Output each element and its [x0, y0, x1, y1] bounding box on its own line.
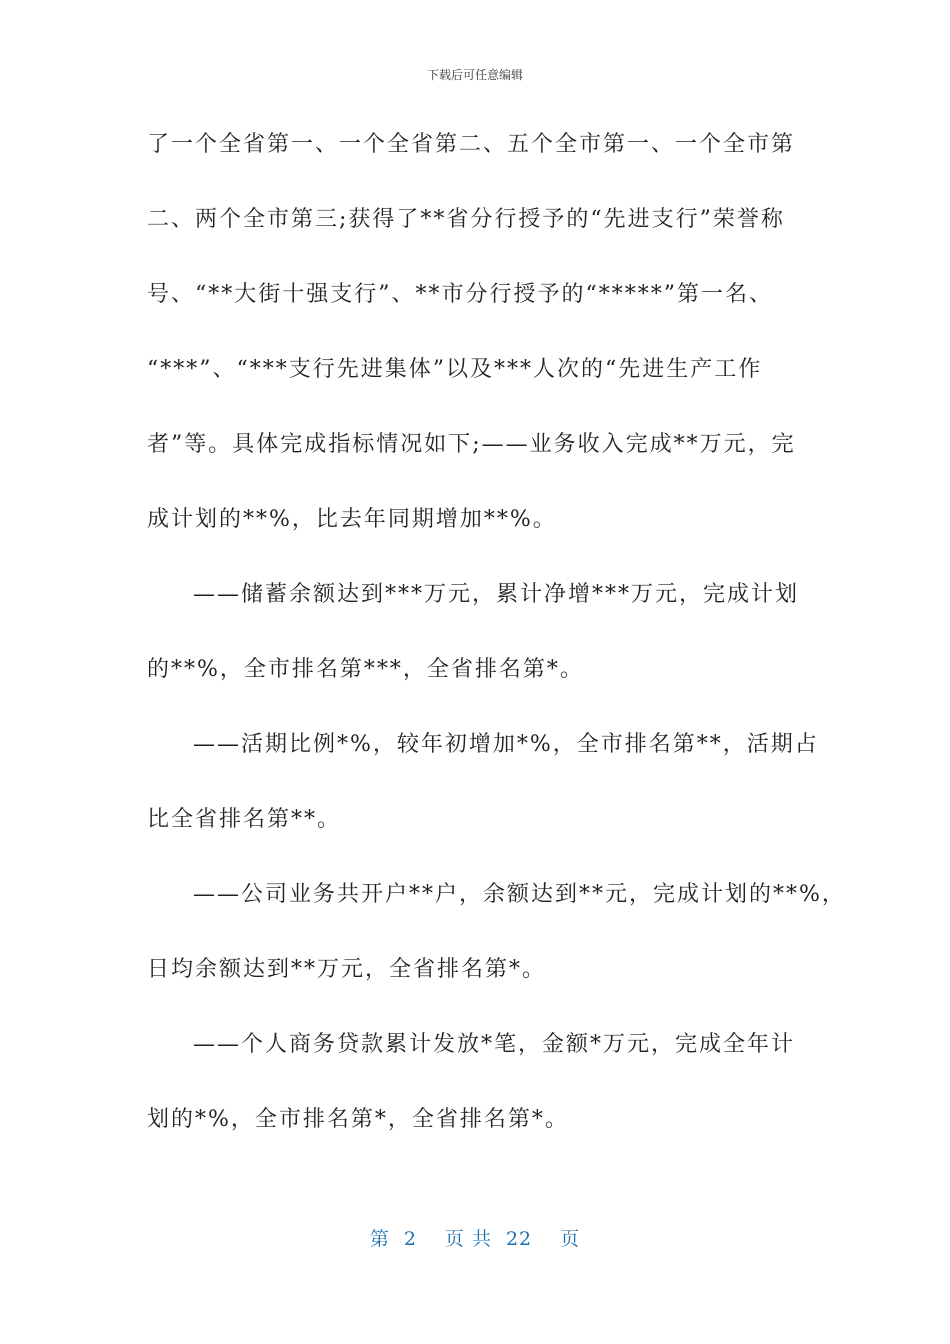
footer-suffix: 页 — [560, 1228, 581, 1250]
body-line: ——活期比例*%，较年初增加*%，全市排名第**，活期占 — [193, 732, 819, 757]
document-body — [147, 120, 846, 1170]
footer-total-pages: 22 — [505, 1228, 533, 1250]
body-line: ——公司业务共开户**户，余额达到**元，完成计划的**%， — [193, 882, 846, 907]
page-footer — [0, 1224, 950, 1251]
body-line: 号、“**大街十强支行”、**市分行授予的“*****”第一名、 — [147, 282, 773, 307]
body-line: 比全省排名第**。 — [147, 807, 342, 832]
body-line: 划的*%，全市排名第*，全省排名第*。 — [147, 1107, 569, 1132]
body-line: 者”等。具体完成指标情况如下;——业务收入完成**万元，完 — [147, 432, 796, 457]
footer-current-page: 2 — [403, 1228, 417, 1250]
body-line: ——储蓄余额达到***万元，累计净增***万元，完成计划 — [193, 582, 800, 607]
body-line: 成计划的**%，比去年同期增加**%。 — [147, 507, 557, 532]
body-line: 日均余额达到**万元，全省排名第*。 — [147, 957, 547, 982]
body-line: 了一个全省第一、一个全省第二、五个全市第一、一个全市第 — [147, 132, 796, 157]
body-line: 二、两个全市第三;获得了**省分行授予的“先进支行”荣誉称 — [147, 207, 785, 232]
body-line: ——个人商务贷款累计发放*笔，金额*万元，完成全年计 — [193, 1032, 796, 1057]
footer-prefix: 第 — [369, 1228, 390, 1250]
body-line: “***”、“***支行先进集体”以及***人次的“先进生产工作 — [147, 357, 763, 382]
footer-middle: 页 共 — [444, 1228, 492, 1250]
body-line: 的**%，全市排名第***，全省排名第*。 — [147, 657, 584, 682]
page-header: 下载后可任意编辑 — [426, 68, 523, 82]
